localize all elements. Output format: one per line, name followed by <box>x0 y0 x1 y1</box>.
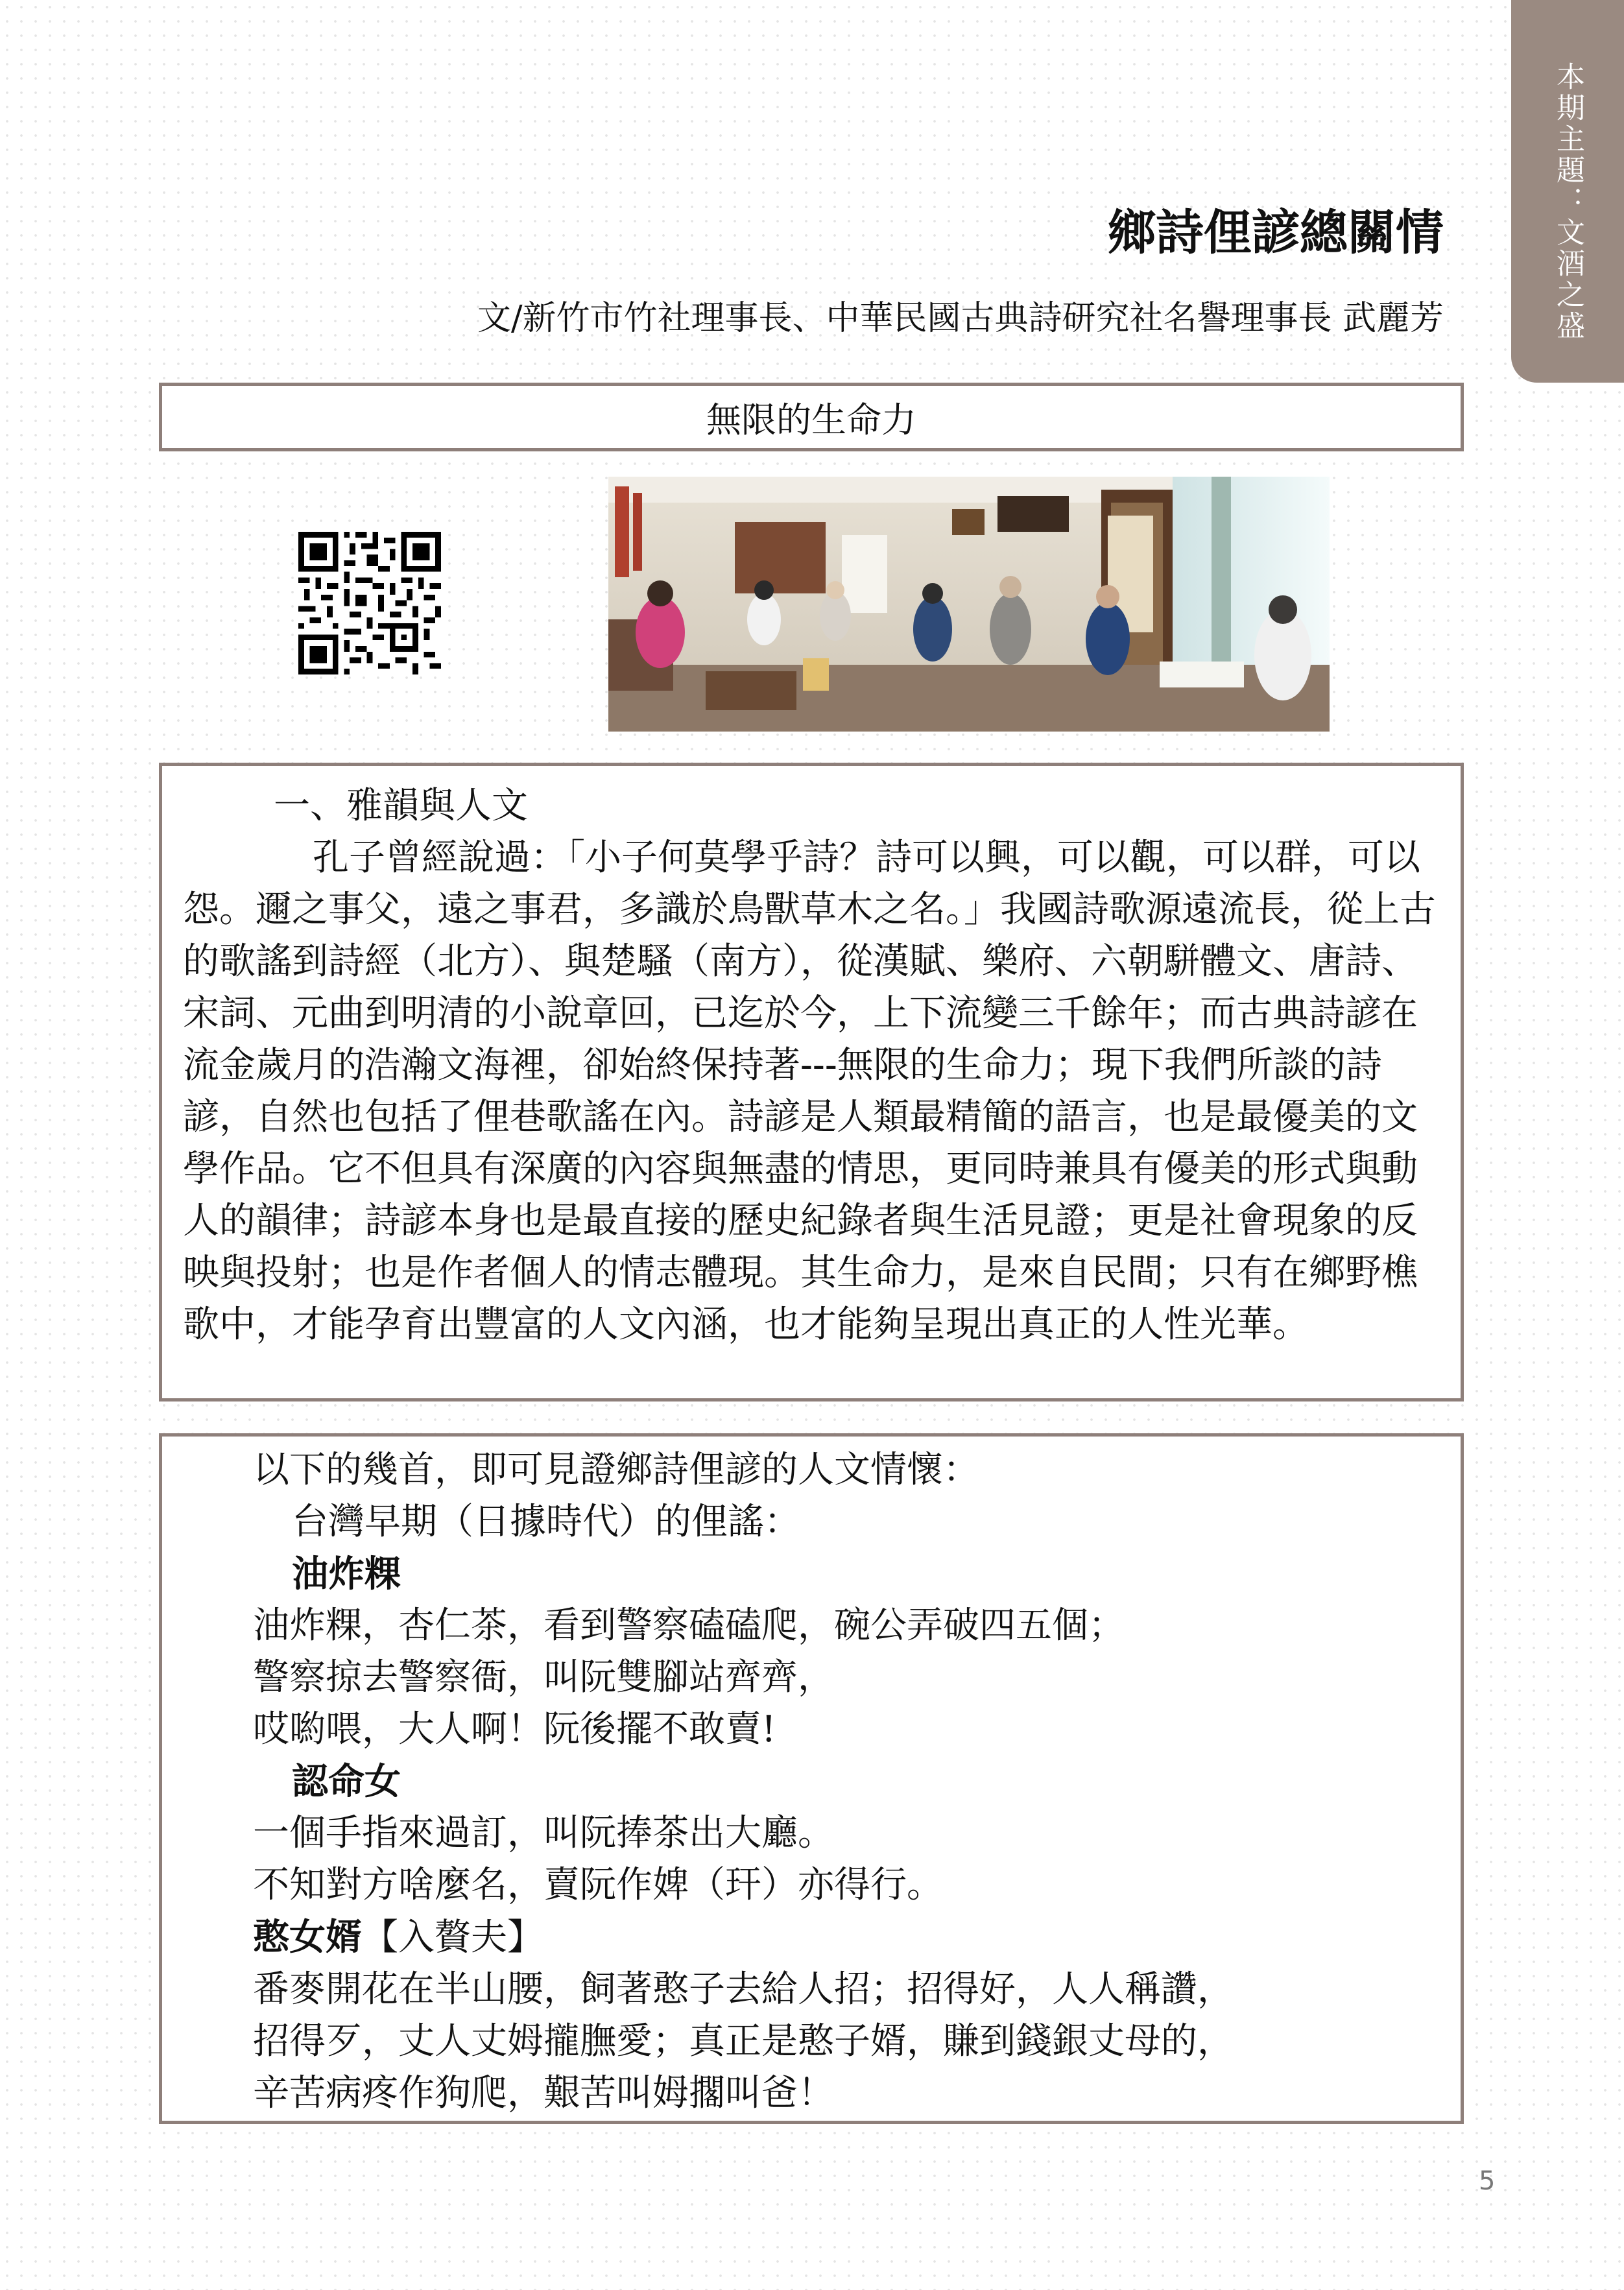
poem-one-line: 警察掠去警察衙，叫阮雙腳站齊齊， <box>253 1656 834 1699</box>
group-photo <box>608 477 1330 732</box>
intro-section-box <box>159 763 1464 1401</box>
poems-intro: 以下的幾首，即可見證鄉詩俚諺的人文情懷： <box>253 1449 979 1491</box>
section-heading-box <box>159 383 1464 451</box>
poem-two-line: 不知對方啥麼名，賣阮作婢（玕）亦得行。 <box>253 1864 943 1906</box>
poems-section-box <box>159 1433 1464 2124</box>
page-number: 5 <box>1479 2166 1496 2196</box>
article-byline: 文/新竹市竹社理事長、中華民國古典詩研究社名譽理事長 武麗芳 <box>477 299 1444 338</box>
poem-three-line: 辛苦病疼作狗爬，艱苦叫姆擱叫爸！ <box>253 2072 834 2114</box>
qr-code[interactable] <box>298 532 441 674</box>
poem-two-line: 一個手指來過訂，叫阮捧茶出大廳。 <box>253 1812 834 1854</box>
poem-three-title: 憨女婿 <box>253 1916 362 1959</box>
poem-two-title: 認命女 <box>292 1760 401 1803</box>
theme-side-tab <box>1511 0 1624 383</box>
article-title: 鄉詩俚諺總關情 <box>1108 205 1444 261</box>
poem-one-line: 油炸粿，杏仁茶，看到警察磕磕爬，碗公弄破四五個； <box>253 1604 1125 1647</box>
poems-subhead: 台灣早期（日據時代）的俚謠： <box>292 1501 800 1543</box>
poem-three-subtitle: 【入贅夫】 <box>362 1916 543 1959</box>
section-heading: 無限的生命力 <box>706 399 916 440</box>
poem-three-title-row <box>253 1911 1442 1964</box>
poem-three-line: 番麥開花在半山腰，飼著憨子去給人招；招得好，人人稱讚， <box>253 1968 1234 2010</box>
poem-three-line: 招得歹，丈人丈姆攏膴愛；真正是憨子婿，賺到錢銀丈母的， <box>253 2020 1234 2062</box>
intro-paragraph: 孔子曾經說過：「小子何莫學乎詩？詩可以興，可以觀，可以群，可以怨。邇之事父，遠之事君，多識於鳥獸草木之名。」我國詩歌源遠流長，從上古的歌謠到詩經（北方）、與楚騷（南方），從漢賦、樂府、六朝駢體文、唐詩、宋詞、元曲到明清的小說章回，已迄於今，上下流變三千餘年；而古典詩諺在流金歲月的浩瀚文海裡，卻始終保持著---無限的生命力；現下我們所談的詩諺，自然也包括了俚巷歌謠在內。詩諺是人類最精簡的語言，也是最優美的文學作品。它不但具有深廣的內容與無盡的情思，更同時兼具有優美的形式與動人的韻律；詩諺本身也是最直接的歷史紀錄者與生活見證；更是社會現象的反映與投射；也是作者個人的情志體現。其生命力，是來自民間；只有在鄉野樵歌中，才能孕育出豐富的人文內涵，也才能夠呈現出真正的人性光華。 <box>183 837 1436 1346</box>
theme-label: 本期主題：文酒之盛 <box>1551 62 1584 342</box>
poem-one-line: 哎喲喂，大人啊！阮後擺不敢賣! <box>253 1708 776 1750</box>
section-one-heading: 一、雅韻與人文 <box>274 785 528 827</box>
poem-one-title: 油炸粿 <box>292 1553 401 1595</box>
